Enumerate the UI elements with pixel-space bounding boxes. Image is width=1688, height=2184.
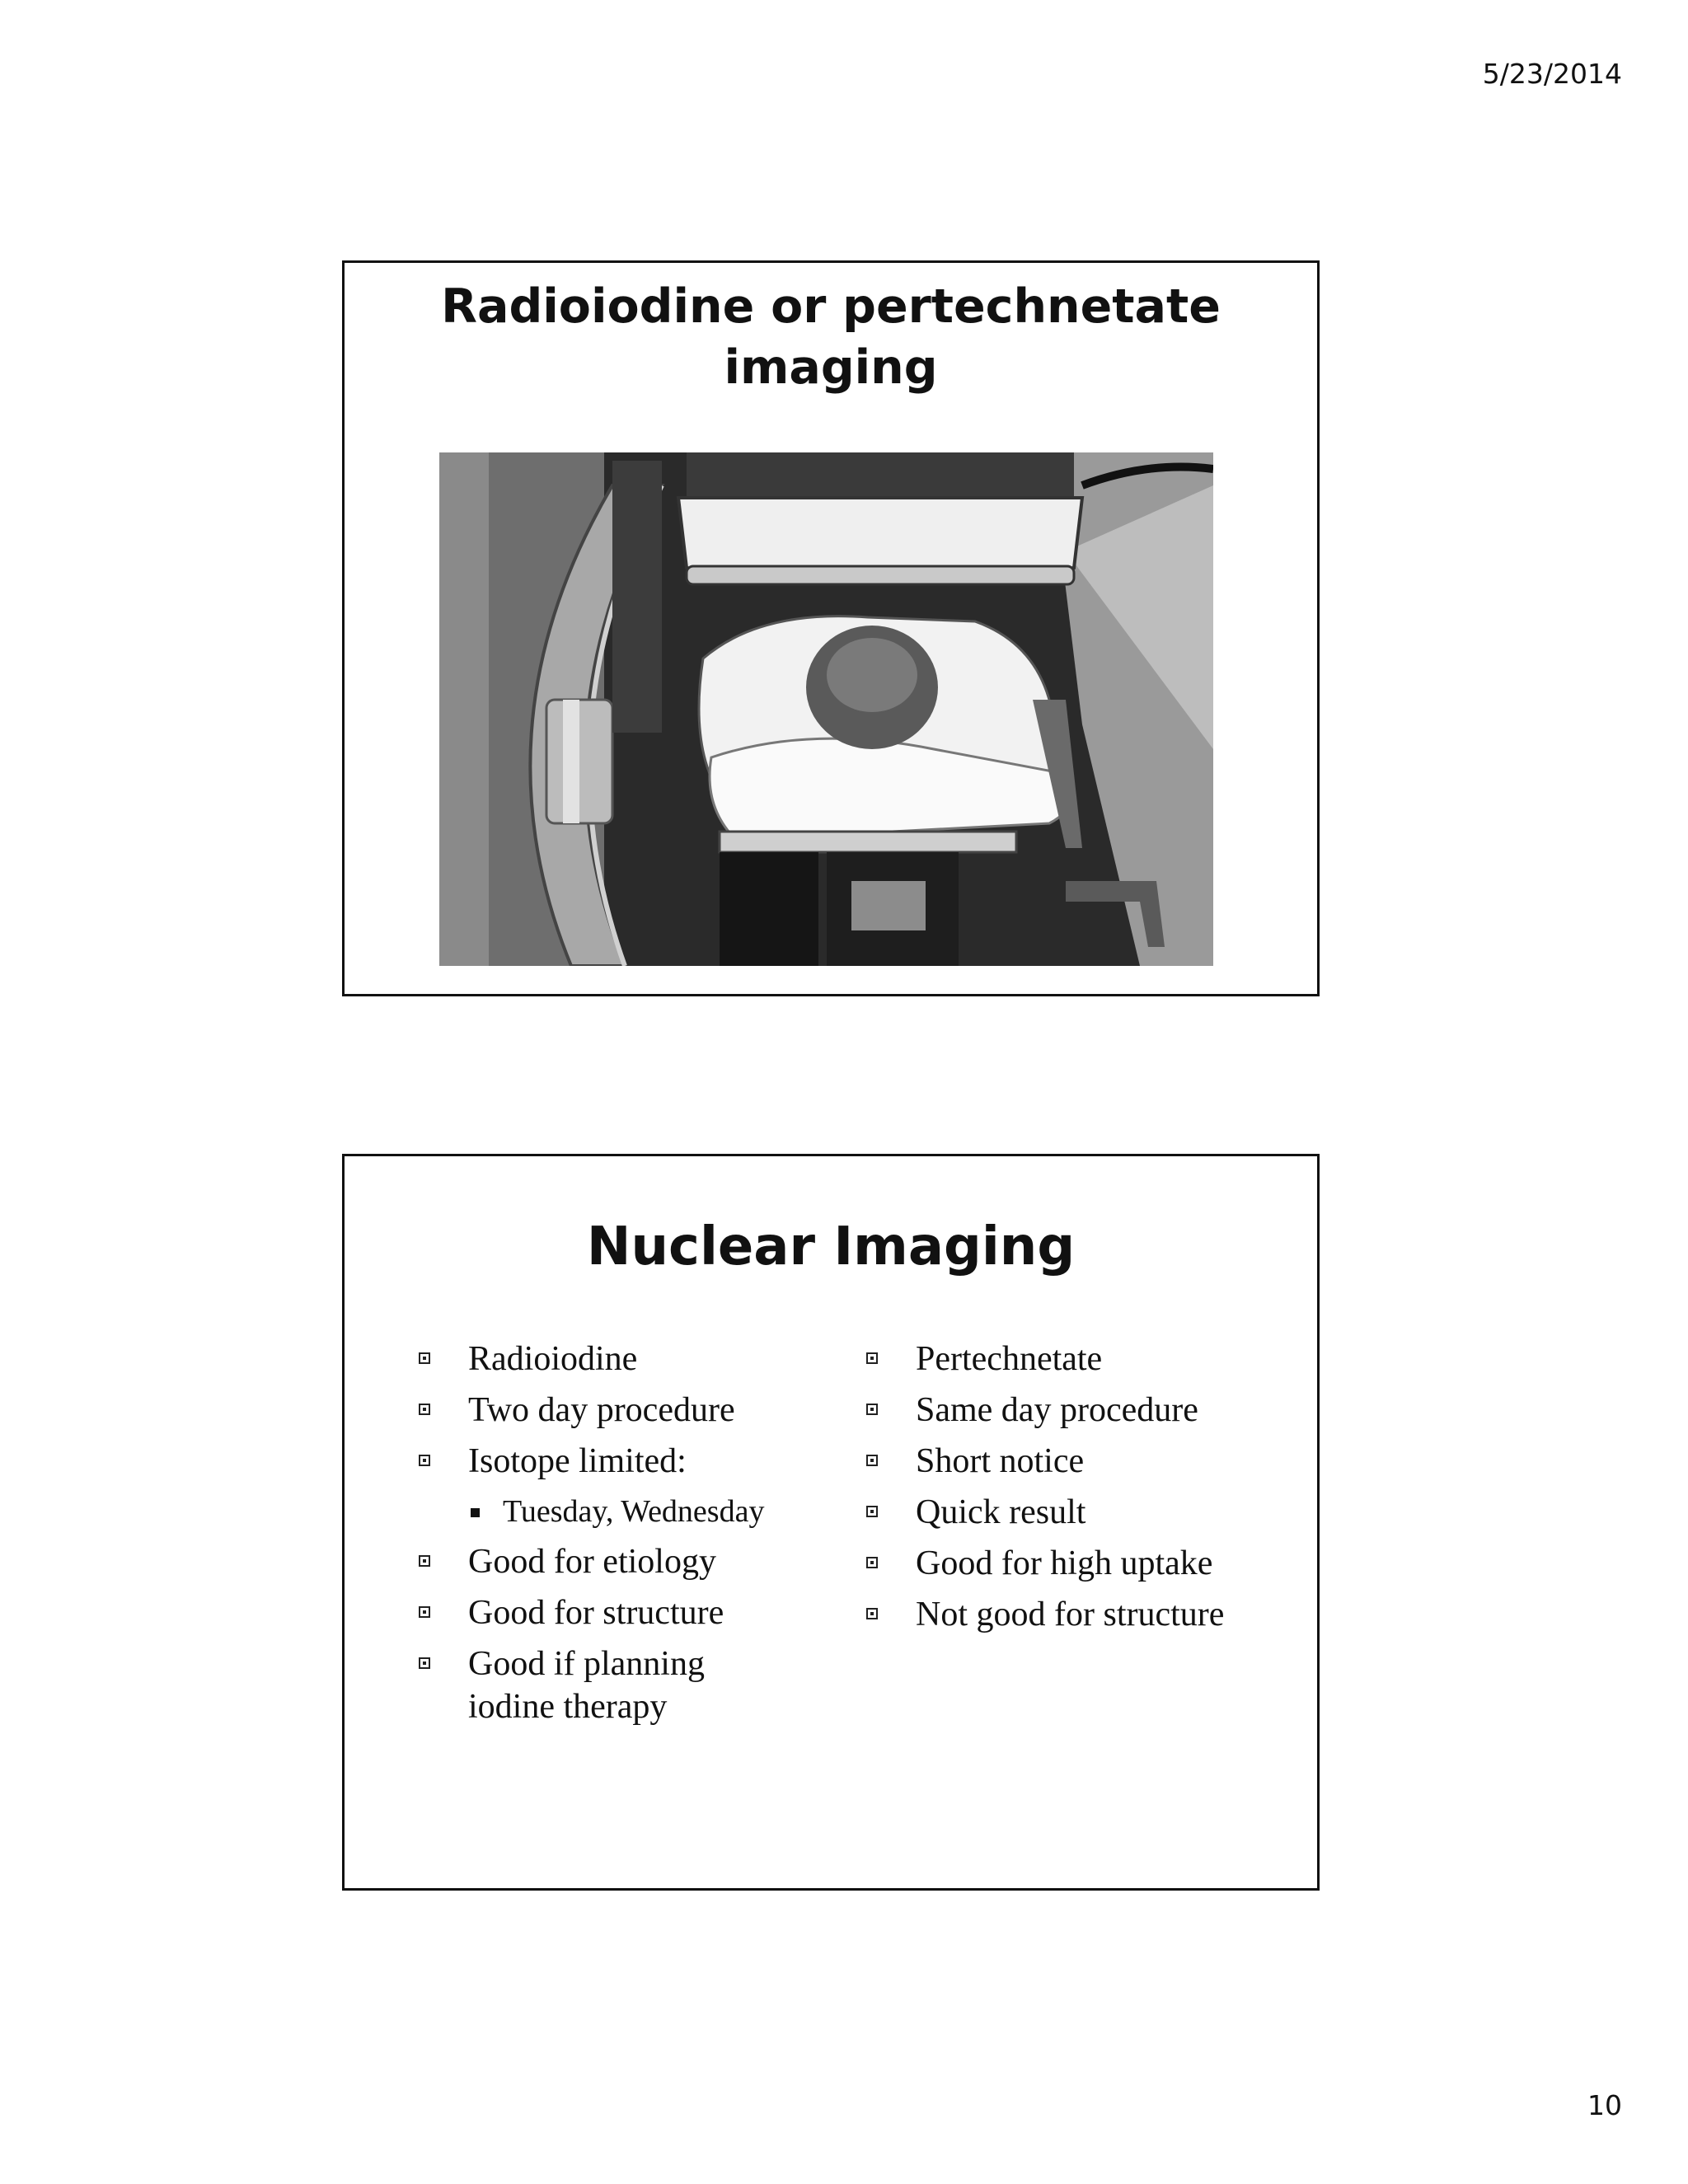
page-number: 10 — [1587, 2089, 1622, 2121]
bullet-text: Quick result — [916, 1493, 1086, 1531]
box-bullet-icon — [419, 1352, 430, 1364]
bullet-text: Same day procedure — [916, 1391, 1198, 1429]
box-bullet-icon — [419, 1657, 430, 1669]
bullet-text: Good for etiology — [468, 1543, 716, 1581]
box-bullet-icon — [419, 1404, 430, 1415]
list-item — [866, 1542, 1295, 1585]
list-item — [419, 1389, 831, 1432]
list-item — [419, 1540, 831, 1583]
bullet-text: Good if planning iodine therapy — [468, 1645, 705, 1726]
box-bullet-icon — [419, 1606, 430, 1618]
list-item — [866, 1338, 1295, 1380]
slide-title-line-2: imaging — [724, 340, 938, 395]
slide-radioiodine-imaging — [342, 260, 1320, 996]
list-item — [866, 1389, 1295, 1432]
list-item — [419, 1643, 781, 1728]
box-bullet-icon — [419, 1455, 430, 1466]
bullet-text: Good for high uptake — [916, 1544, 1213, 1582]
sub-bullet-text: Tuesday, Wednesday — [503, 1494, 765, 1529]
list-item — [419, 1440, 831, 1483]
bullet-text: Isotope limited: — [468, 1442, 687, 1480]
box-bullet-icon — [866, 1404, 878, 1415]
bullet-text: Two day procedure — [468, 1391, 735, 1429]
box-bullet-icon — [866, 1506, 878, 1517]
box-bullet-icon — [866, 1352, 878, 1364]
list-item — [866, 1593, 1295, 1636]
slide-title: Nuclear Imaging — [586, 1216, 1076, 1277]
slide-title — [345, 276, 1317, 398]
bullet-text: Short notice — [916, 1442, 1085, 1480]
bullet-text: Good for structure — [468, 1594, 724, 1632]
box-bullet-icon — [866, 1557, 878, 1568]
page-date: 5/23/2014 — [1482, 58, 1622, 90]
bullet-text: Radioiodine — [468, 1340, 638, 1378]
list-item — [866, 1491, 1295, 1534]
box-bullet-icon — [866, 1455, 878, 1466]
list-item — [419, 1338, 831, 1380]
bullet-text: Not good for structure — [916, 1596, 1225, 1633]
slide-title-line-1: Radioiodine or pertechnetate — [441, 279, 1221, 334]
right-bullet-list — [866, 1338, 1295, 1644]
list-item — [419, 1591, 831, 1634]
gamma-camera-photo — [439, 452, 1213, 966]
left-bullet-list — [419, 1338, 831, 1736]
sub-list-item — [419, 1491, 831, 1532]
box-bullet-icon — [419, 1555, 430, 1567]
square-bullet-icon — [471, 1508, 480, 1517]
slide-nuclear-imaging — [342, 1154, 1320, 1891]
bullet-text: Pertechnetate — [916, 1340, 1103, 1378]
list-item — [866, 1440, 1295, 1483]
box-bullet-icon — [866, 1608, 878, 1619]
